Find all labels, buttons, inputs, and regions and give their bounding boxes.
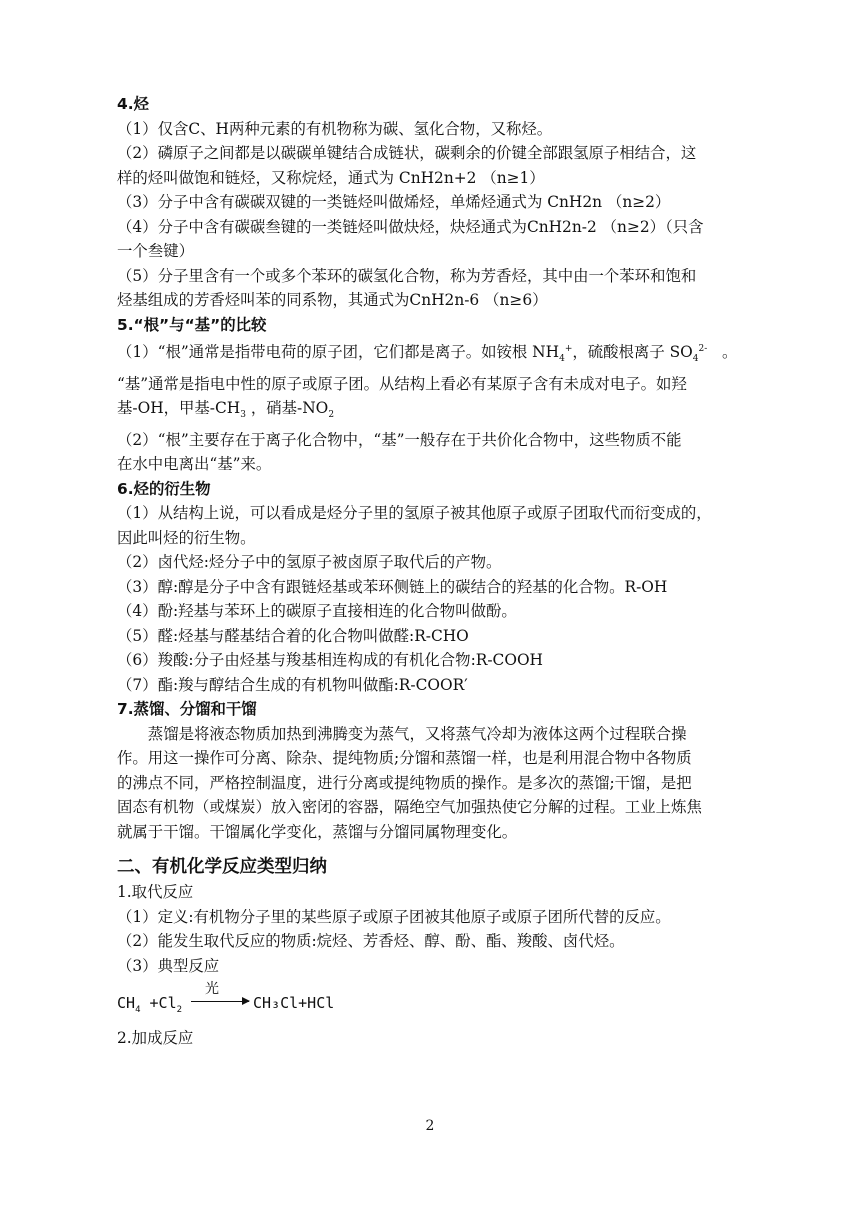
document-page [117, 92, 769, 1051]
paragraph: （5）分子里含有一个或多个苯环的碳氢化合物，称为芳香烃，其中由一个苯环和饱和 [117, 266, 697, 285]
paragraph: （2）“根”主要存在于离子化合物中，“基”一般存在于共价化合物中，这些物质不能 [117, 430, 682, 449]
paragraph: 因此叫烃的衍生物。 [117, 528, 256, 547]
paragraph: （4）分子中含有碳碳叁键的一类链烃叫做炔烃，炔烃通式为CnH2n-2 （n≥2）（只含 [117, 217, 704, 236]
paragraph: （1）定义:有机物分子里的某些原子或原子团被其他原子或原子团所代替的反应。 [117, 907, 671, 926]
section-heading-6: 6.烃的衍生物 [117, 479, 211, 498]
text-run: （1）“根”通常是指带电荷的原子团，它们都是离子。如铵根 NH [117, 343, 560, 362]
reaction-condition: 光 [205, 981, 219, 998]
equation-reactants [117, 994, 182, 1015]
paragraph [117, 337, 769, 372]
paragraph: （1）仅含C、H两种元素的有机物称为碳、氢化合物，又称烃。 [117, 119, 553, 138]
paragraph: 的沸点不同，严格控制温度，进行分离或提纯物质的操作。是多次的蒸馏;干馏，是把 [117, 773, 692, 792]
subscript: 2 [328, 410, 335, 421]
section-heading-5: 5.“根”与“基”的比较 [117, 315, 267, 334]
subscript: 3 [240, 410, 246, 421]
paragraph: 就属于干馏。干馏属化学变化，蒸馏与分馏同属物理变化。 [117, 822, 518, 841]
paragraph: （2）卤代烃:烃分子中的氢原子被卤原子取代后的产物。 [117, 553, 502, 572]
paragraph: “基”通常是指电中性的原子或原子团。从结构上看必有某原子含有未成对电子。如羟 [117, 374, 687, 393]
paragraph: （2）磷原子之间都是以碳碳单键结合成链状，碳剩余的价键全部跟氢原子相结合，这 [117, 144, 697, 162]
equation-products: CH₃Cl+HCl [253, 994, 335, 1013]
paragraph: （6）羧酸:分子由烃基与羧基相连构成的有机化合物:R-COOH [117, 651, 543, 670]
paragraph: 蒸馏是将液态物质加热到沸腾变为蒸气，又将蒸气冷却为液体这两个过程联合操 [147, 724, 687, 743]
subheading: 1.取代反应 [117, 883, 194, 902]
paragraph: （1）从结构上说，可以看成是烃分子里的氢原子被其他原子或原子团取代而衍变成的， [117, 504, 712, 523]
reaction-arrow-icon [191, 1001, 249, 1002]
paragraph: （7）酯:羧与醇结合生成的有机物叫做酯:R-COOR′ [117, 675, 468, 694]
paragraph: （3）醇:醇是分子中含有跟链烃基或苯环侧链上的碳结合的羟基的化合物。R-OH [117, 577, 668, 596]
paragraph: 一个叁键） [117, 242, 194, 260]
paragraph: 在水中电离出“基”来。 [117, 455, 272, 474]
text-run: 。 [721, 343, 738, 362]
section-heading-7: 7.蒸馏、分馏和干馏 [117, 700, 257, 719]
paragraph: （5）醛:烃基与醛基结合着的化合物叫做醛:R-CHO [117, 626, 469, 645]
section-heading-4: 4.烃 [117, 95, 149, 113]
superscript: + [564, 344, 573, 354]
part-heading: 二、有机化学反应类型归纳 [117, 857, 327, 878]
text-run: +Cl [140, 994, 177, 1013]
subscript: 4 [692, 354, 699, 365]
paragraph: 烃基组成的芳香烃叫苯的同系物，其通式为CnH2n-6 （n≥6） [117, 291, 548, 309]
text-run: CH [117, 994, 136, 1013]
paragraph: （2）能发生取代反应的物质:烷烃、芳香烃、醇、酚、酯、羧酸、卤代烃。 [117, 932, 625, 951]
superscript: 2- [698, 344, 708, 354]
subscript: 2 [176, 1005, 183, 1016]
subheading: 2.加成反应 [117, 1029, 194, 1048]
paragraph: （4）酚:羟基与苯环上的碳原子直接相连的化合物叫做酚。 [117, 602, 517, 621]
subscript: 4 [559, 354, 565, 365]
paragraph [117, 396, 769, 428]
page-number: 2 [425, 1118, 435, 1134]
text-run: ，硫酸根离子 SO [572, 343, 693, 362]
paragraph: （3）典型反应 [117, 956, 220, 975]
paragraph: （3）分子中含有碳碳双键的一类链烃叫做烯烃，单烯烃通式为 CnH2n （n≥2） [117, 193, 671, 211]
paragraph: 样的烃叫做饱和链烃，又称烷烃，通式为 CnH2n+2 （n≥1） [117, 168, 545, 187]
reaction-equation [117, 980, 769, 1020]
paragraph: 固态有机物（或煤炭）放入密闭的容器，隔绝空气加强热使它分解的过程。工业上炼焦 [117, 798, 702, 817]
text-run: 基-OH，甲基-CH [117, 399, 241, 418]
text-run: ，硝基-NO [250, 399, 329, 418]
paragraph: 作。用这一操作可分离、除杂、提纯物质;分馏和蒸馏一样，也是利用混合物中各物质 [117, 749, 692, 768]
subscript: 4 [135, 1005, 141, 1016]
